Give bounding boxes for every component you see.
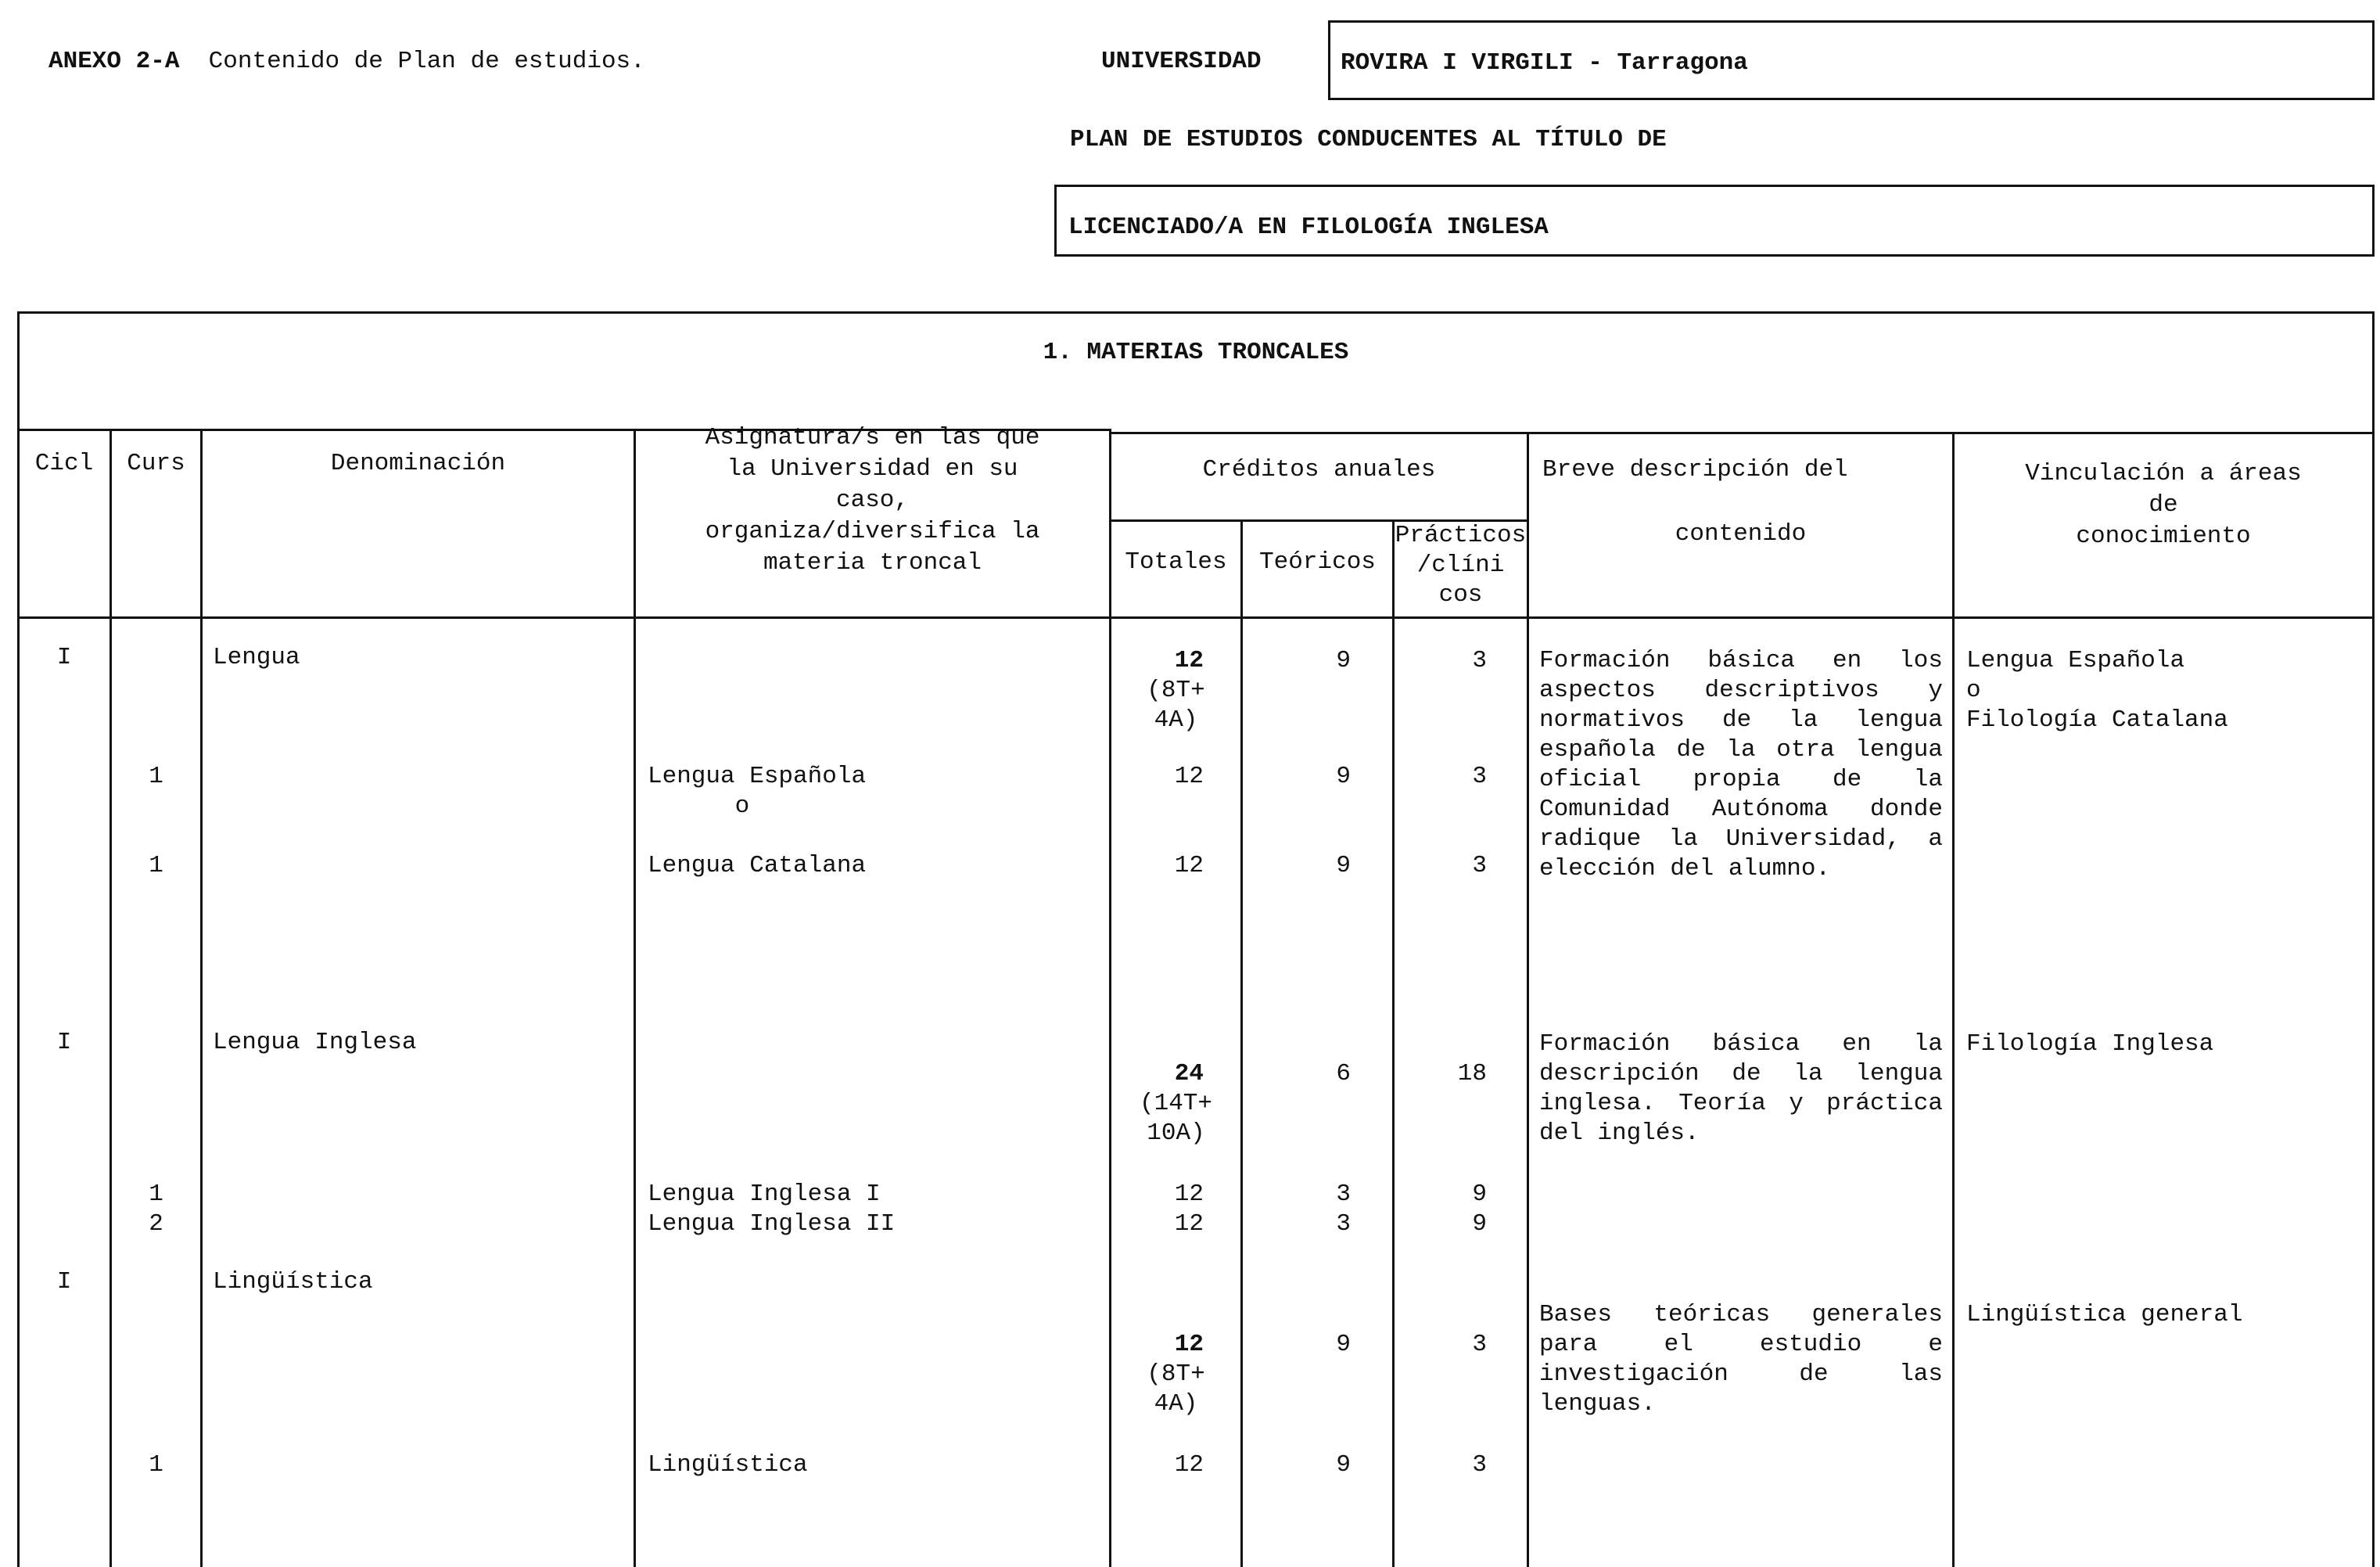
row-cicl: I <box>56 1029 72 1056</box>
header-bottom-line <box>17 616 2375 619</box>
row-teoricos: 9 <box>1336 1331 1351 1358</box>
col-sep-practicos <box>1527 432 1529 1567</box>
col-header-desc-b: contenido <box>1675 520 1807 548</box>
table-left-border <box>17 311 20 1567</box>
row-cicl: I <box>56 644 72 671</box>
row-totales: 12 <box>1174 1331 1204 1358</box>
university-name: ROVIRA I VIRGILI - Tarragona <box>1341 49 1748 77</box>
row-practicos: 9 <box>1472 1181 1487 1208</box>
row-practicos: 3 <box>1472 1331 1487 1358</box>
row-vinculacion: Lengua Española o Filología Catalana <box>1966 647 2228 734</box>
title-underline-right <box>1111 432 2375 434</box>
row-asignatura: Lengua Inglesa I <box>648 1181 881 1208</box>
row-curs: 1 <box>149 1451 163 1479</box>
row-totales: 12 <box>1174 1210 1204 1238</box>
table-right-border <box>2372 311 2375 1567</box>
row-curs: 1 <box>149 763 163 790</box>
col-sep-curs <box>200 429 203 1567</box>
row-totales: 12 <box>1174 647 1204 674</box>
col-header-denominacion: Denominación <box>330 450 506 477</box>
row-curs: 1 <box>149 1181 163 1208</box>
row-teoricos: 3 <box>1336 1210 1351 1238</box>
row-asignatura: Lengua Catalana <box>648 852 867 879</box>
row-teoricos: 9 <box>1336 852 1351 879</box>
row-descripcion: Formación básica en la descripción de la lengua inglesa. Teoría y práctica del inglés. <box>1539 1030 1943 1147</box>
row-totales: 12 <box>1174 763 1204 790</box>
col-header-desc-a: Breve descripción del <box>1542 456 1848 483</box>
row-teoricos: 9 <box>1336 763 1351 790</box>
row-teoricos: 3 <box>1336 1181 1351 1208</box>
row-denominacion: Lengua <box>213 644 300 671</box>
row-curs: 1 <box>149 852 163 879</box>
annex-label: ANEXO 2-A Contenido de Plan de estudios. <box>48 48 645 75</box>
row-totales-sub: (8T+ 4A) <box>1147 1360 1205 1418</box>
row-practicos: 3 <box>1472 763 1487 790</box>
row-teoricos: 6 <box>1336 1060 1351 1087</box>
col-header-curs: Curs <box>127 450 185 477</box>
row-totales: 12 <box>1174 1451 1204 1479</box>
row-practicos: 3 <box>1472 1451 1487 1479</box>
row-asignatura: Lengua Inglesa II <box>648 1210 896 1238</box>
col-header-asignatura: Asignatura/s en las que la Universidad en su caso, organiza/diversifica la materia troncal <box>705 424 1040 577</box>
table-title: 1. MATERIAS TRONCALES <box>1043 339 1349 366</box>
row-descripcion: Formación básica en los aspectos descriptivos y normativos de la lengua española de la otra lengua oficial propia de la Comunidad Autónoma donde radique la Universidad, a elección del alumno. <box>1539 647 1943 882</box>
row-teoricos: 9 <box>1336 647 1351 674</box>
row-cicl: I <box>56 1268 72 1296</box>
col-sep-totales <box>1240 519 1243 1567</box>
row-totales-sub: (14T+ 10A) <box>1139 1090 1212 1147</box>
col-sep-cicl <box>109 429 112 1567</box>
row-totales: 24 <box>1174 1060 1204 1087</box>
col-sep-desc <box>1952 432 1955 1567</box>
row-practicos: 9 <box>1472 1210 1487 1238</box>
row-asignatura: Lengua Española o <box>648 763 867 820</box>
row-denominacion: Lingüística <box>213 1268 373 1296</box>
row-practicos: 3 <box>1472 852 1487 879</box>
col-header-creditos: Créditos anuales <box>1202 456 1436 483</box>
col-sep-denom <box>634 429 636 1567</box>
table-top-border <box>17 311 2375 314</box>
row-asignatura: Lingüística <box>648 1451 808 1479</box>
row-teoricos: 9 <box>1336 1451 1351 1479</box>
row-vinculacion: Filología Inglesa <box>1966 1030 2214 1058</box>
row-denominacion: Lengua Inglesa <box>213 1029 417 1056</box>
col-header-practicos: Prácticos /clíni cos <box>1395 522 1527 609</box>
row-practicos: 3 <box>1472 647 1487 674</box>
plan-label: PLAN DE ESTUDIOS CONDUCENTES AL TÍTULO DE <box>1070 126 1667 153</box>
col-header-cicl: Cicl <box>34 450 94 477</box>
row-totales-sub: (8T+ 4A) <box>1147 677 1205 734</box>
row-totales: 12 <box>1174 1181 1204 1208</box>
row-totales: 12 <box>1174 852 1204 879</box>
col-header-teoricos: Teóricos <box>1259 548 1376 576</box>
degree-title: LICENCIADO/A EN FILOLOGÍA INGLESA <box>1068 214 1549 241</box>
col-header-vinculacion: Vinculación a áreas de conocimiento <box>2025 460 2302 550</box>
row-vinculacion: Lingüística general <box>1966 1301 2243 1328</box>
row-curs: 2 <box>149 1210 163 1238</box>
university-label: UNIVERSIDAD <box>1101 48 1262 75</box>
col-header-totales: Totales <box>1125 548 1227 576</box>
row-practicos: 18 <box>1457 1060 1487 1087</box>
col-sep-teoricos <box>1392 519 1395 1567</box>
row-descripcion: Bases teóricas generales para el estudio e investigación de las lenguas. <box>1539 1301 1943 1418</box>
